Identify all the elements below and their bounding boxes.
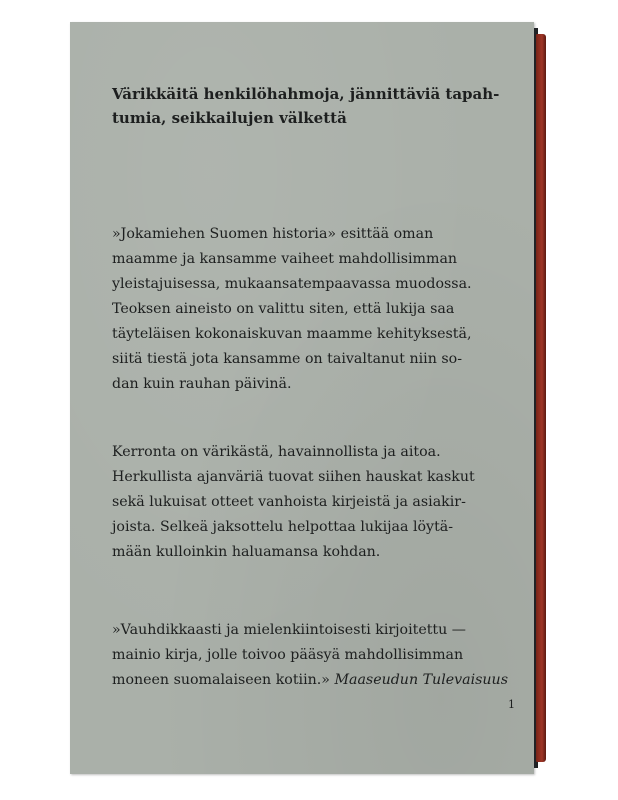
review-quote-block: [112, 618, 522, 693]
description-paragraph-1: »Jokamiehen Suomen historia» esittää oman maamme ja kansamme vaiheet mahdollisimman yleistajuisessa, mukaansatempaavassa muodossa. Teoksen aineisto on valittu siten, että lukija saa täyteläisen kokonaiskuvan maamme kehityksestä, siitä tiestä jota kansamme on taivaltanut niin so- dan kuin rauhan päivinä.: [112, 226, 472, 392]
book-edge-red: [536, 34, 546, 762]
review-source: Maaseudun Tulevaisuus: [334, 672, 508, 688]
review-quote: »Vauhdikkaasti ja mielenkiintoisesti kirjoitettu — mainio kirja, jolle toivoo pääsyä mahdollisimman moneen suomalaiseen kotiin.»: [112, 622, 466, 688]
cover-heading: Värikkäitä henkilöhahmoja, jännittäviä tapah- tumia, seikkailujen välkettä: [112, 85, 500, 127]
description-paragraph-2: Kerronta on värikästä, havainnollista ja aitoa. Herkullista ajanväriä tuovat siihen hauskat kaskut sekä lukuisat otteet vanhoista kirjeistä ja asiakir- joista. Selkeä jaksottelu helpottaa lukijaa löytä- mään kulloinkin haluamansa kohdan.: [112, 444, 475, 560]
back-cover: [70, 22, 534, 774]
page-number: 1: [508, 698, 515, 711]
